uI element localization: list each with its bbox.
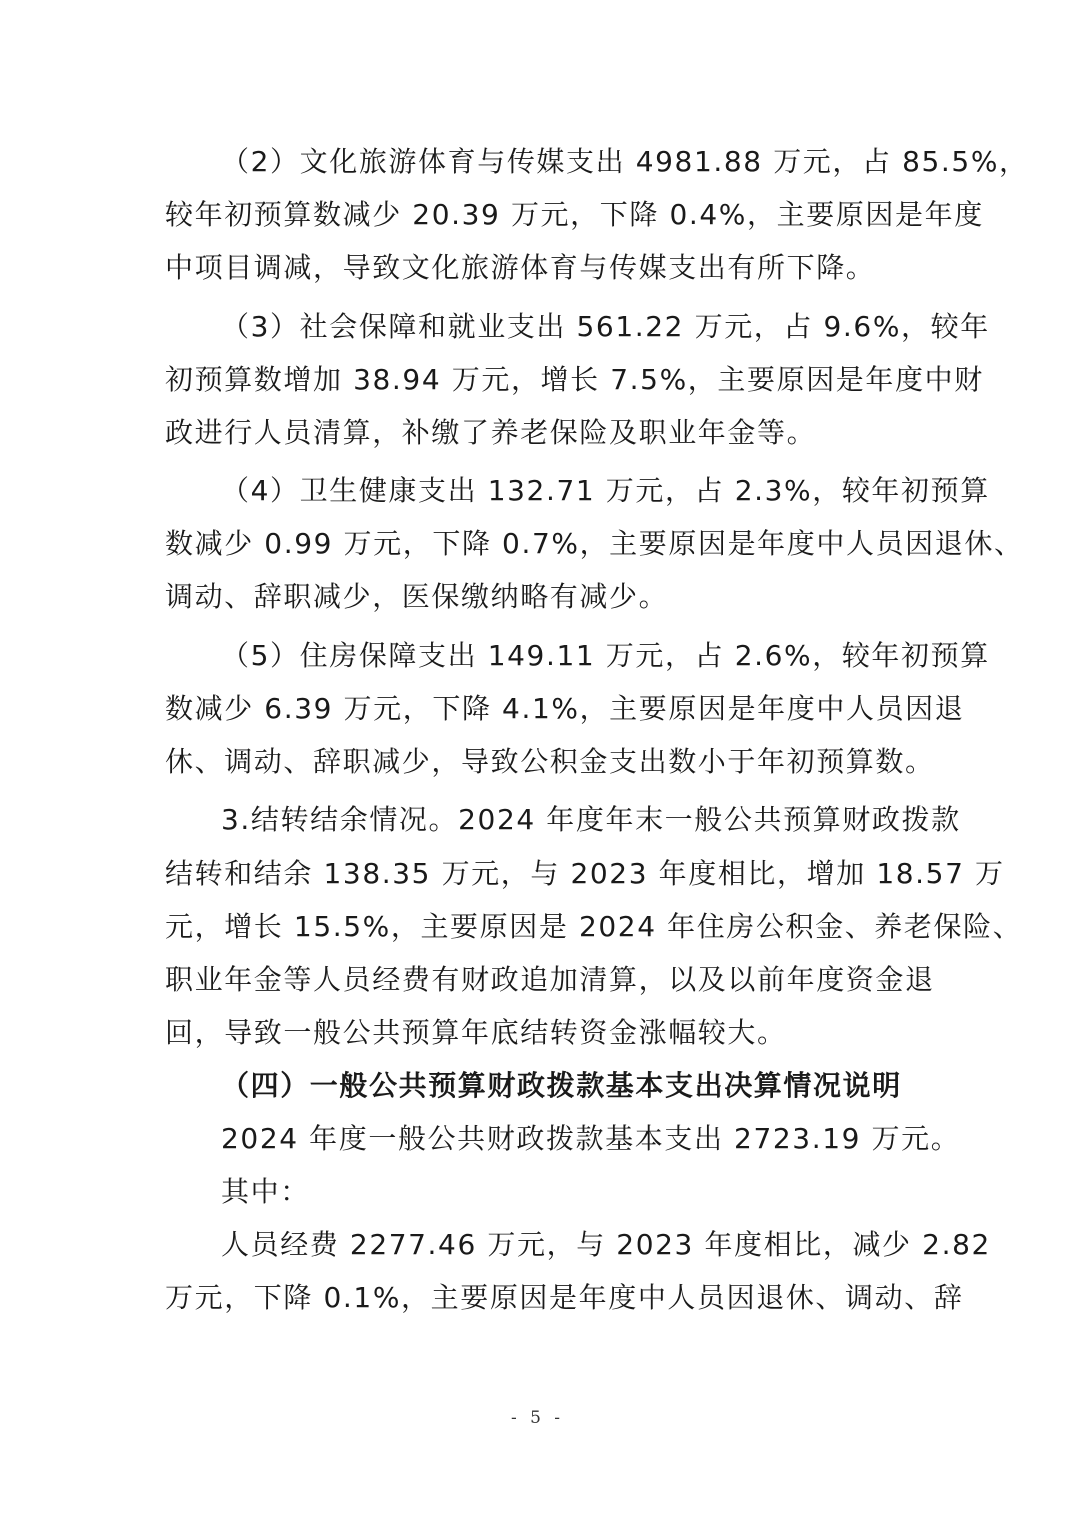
- paragraph-line: （5）住房保障支出 149.11 万元，占 2.6%，较年初预算: [221, 639, 990, 672]
- paragraph-line: 3.结转结余情况。2024 年度年末一般公共预算财政拨款: [221, 803, 961, 836]
- paragraph-line: 数减少 0.99 万元，下降 0.7%，主要原因是年度中人员因退休、: [165, 527, 1024, 560]
- paragraph-line: （3）社会保障和就业支出 561.22 万元，占 9.6%，较年: [221, 310, 990, 343]
- paragraph-line: 政进行人员清算，补缴了养老保险及职业年金等。: [165, 416, 817, 449]
- paragraph-line: 结转和结余 138.35 万元，与 2023 年度相比，增加 18.57 万: [165, 857, 1005, 890]
- paragraph-line: 中项目调减，导致文化旅游体育与传媒支出有所下降。: [165, 251, 876, 284]
- paragraph-line: 元，增长 15.5%，主要原因是 2024 年住房公积金、养老保险、: [165, 910, 1023, 943]
- paragraph-line: 其中：: [221, 1175, 310, 1208]
- paragraph-line: 2024 年度一般公共财政拨款基本支出 2723.19 万元。: [221, 1122, 961, 1155]
- paragraph-line: 调动、辞职减少，医保缴纳略有减少。: [165, 580, 669, 613]
- paragraph-line: 数减少 6.39 万元，下降 4.1%，主要原因是年度中人员因退: [165, 692, 965, 725]
- paragraph-line: 较年初预算数减少 20.39 万元，下降 0.4%，主要原因是年度: [165, 198, 984, 231]
- section-heading: （四）一般公共预算财政拨款基本支出决算情况说明: [221, 1069, 902, 1102]
- paragraph-line: 初预算数增加 38.94 万元，增长 7.5%，主要原因是年度中财: [165, 363, 984, 396]
- paragraph-line: 人员经费 2277.46 万元，与 2023 年度相比，减少 2.82: [221, 1228, 991, 1261]
- paragraph-line: 职业年金等人员经费有财政追加清算，以及以前年度资金退: [165, 963, 935, 996]
- page-number: - 5 -: [510, 1408, 565, 1428]
- paragraph-line: 回，导致一般公共预算年底结转资金涨幅较大。: [165, 1016, 787, 1049]
- paragraph-line: （4）卫生健康支出 132.71 万元，占 2.3%，较年初预算: [221, 474, 990, 507]
- paragraph-line: 万元，下降 0.1%，主要原因是年度中人员因退休、调动、辞: [165, 1281, 964, 1314]
- paragraph-line: 休、调动、辞职减少，导致公积金支出数小于年初预算数。: [165, 745, 935, 778]
- paragraph-line: （2）文化旅游体育与传媒支出 4981.88 万元，占 85.5%，: [221, 145, 1029, 178]
